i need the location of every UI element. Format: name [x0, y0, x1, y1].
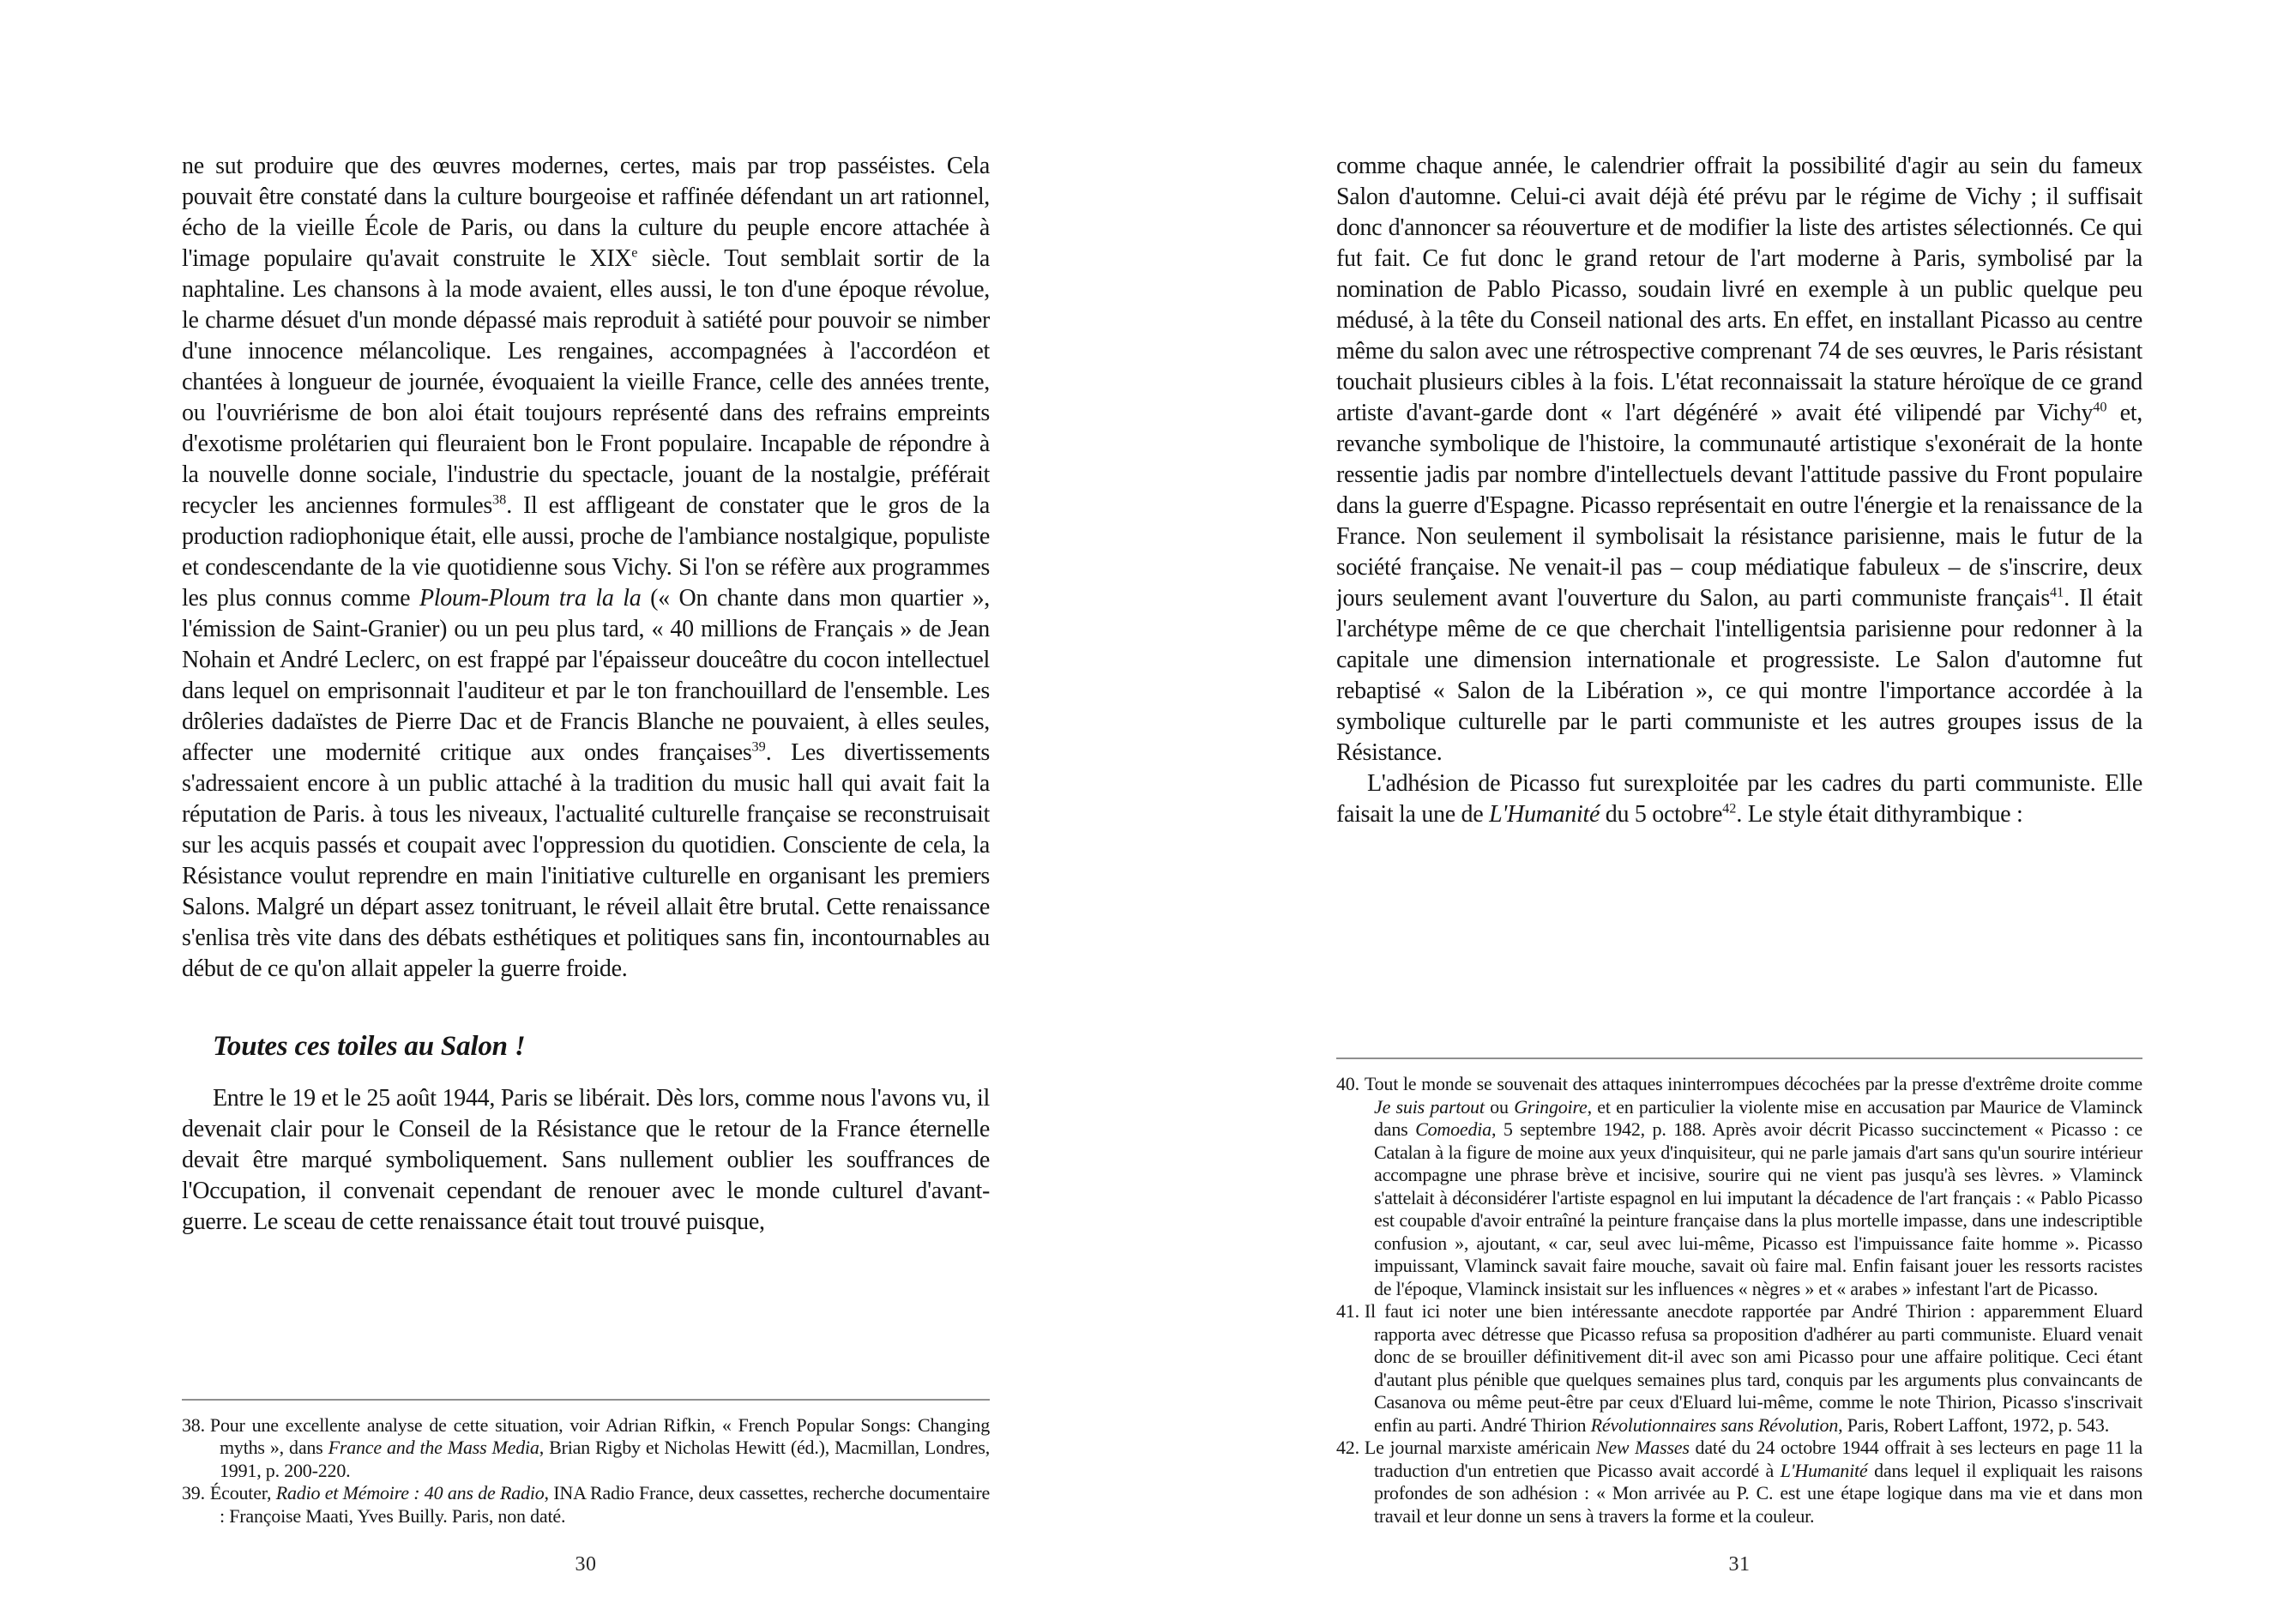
italic-text: France and the Mass Media: [328, 1437, 539, 1458]
footnote: [182, 1482, 990, 1528]
page-left-footnotes: [182, 1399, 990, 1528]
paragraph: [182, 1083, 990, 1238]
footnote: [1336, 1437, 2142, 1528]
text-run: ne sut produire que des œuvres modernes, certes, mais par trop passéistes. Cela pouvait être constaté dans la culture bourgeoise et raffinée défendant un art rationnel, écho de la vieille École de Paris, ou dans la culture du peuple encore attachée à l'image populaire qu'avait construite le XIX: [182, 153, 990, 272]
italic-text: Radio et Mémoire : 40 ans de Radio: [275, 1482, 545, 1503]
superscript-footnote-ref: 38: [492, 491, 507, 508]
italic-text: Gringoire: [1514, 1095, 1588, 1118]
text-run: , et en particulier la violente mise en accusation par Maurice de Vlaminck dans: [1374, 1095, 2142, 1140]
text-run: . Le style était dithyrambique :: [1736, 801, 2023, 828]
page-left-body: [182, 151, 990, 1238]
section-heading: Toutes ces toiles au Salon !: [213, 1031, 526, 1062]
text-run: Écouter,: [209, 1482, 276, 1503]
footnote-number: 39.: [182, 1482, 205, 1503]
text-run: siècle. Tout semblait sortir de la naphtaline. Les chansons à la mode avaient, elles aussi, le ton d'une époque révolue, le charme désuet d'un monde dépassé mais reproduit à satiété pour pouvoir se nimber d'une innocence mélancolique. Les rengaines, accompagnées à l'accordéon et chantées à longueur de journée, évoquaient la vieille France, celle des années trente, ou l'ouvriérisme de bon aloi était toujours représenté dans des refrains empreints d'exotisme prolétarien qui fleuraient bon le Front populaire. Incapable de répondre à la nouvelle donne sociale, l'industrie du spectacle, jouant de la nostalgie, préférait recycler les anciennes formules: [182, 245, 990, 519]
text-run: , Brian Rigby et Nicholas Hewitt (éd.), Macmillan, Londres, 1991, p. 200-220.: [220, 1437, 990, 1481]
italic-text: L'Humanité: [1780, 1459, 1868, 1481]
footnote-number: 40.: [1336, 1073, 1359, 1094]
paragraph: [1336, 768, 2142, 830]
italic-text: New Masses: [1595, 1437, 1690, 1458]
text-run: . Les divertissements s'adressaient encore à un public attaché à la tradition du music hall qui avait fait la réputation de Paris. à tous les niveaux, l'actualité culturelle française se reconstruisait sur les acquis passés et coupait avec l'oppression du quotidien. Consciente de cela, la Résistance voulut reprendre en main l'initiative culturelle en organisant les premiers Salons. Malgré un départ assez tonitruant, le réveil allait être brutal. Cette renaissance s'enlisa très vite dans des débats esthétiques et politiques sans fin, incontournables au début de ce qu'on allait appeler la guerre froide.: [182, 739, 990, 982]
italic-text: Ploum-Ploum tra la la: [419, 585, 642, 612]
footnote-number: 42.: [1336, 1437, 1359, 1458]
paragraph: [1336, 151, 2142, 768]
text-run: (« On chante dans mon quartier », l'émission de Saint-Granier) ou un peu plus tard, « 40 millions de Français » de Jean Nohain et André Leclerc, on est frappé par l'épaisseur douceâtre du cocon intellectuel dans lequel on emprisonnait l'auditeur et par le ton franchouillard de l'ensemble. Les drôleries dadaïstes de Pierre Dac et de Francis Blanche ne pouvaient, à elles seules, affecter une modernité critique aux ondes françaises: [182, 585, 990, 766]
page-number: 30: [575, 1553, 597, 1576]
text-run: , Paris, Robert Laffont, 1972, p. 543.: [1838, 1413, 2110, 1436]
page-right-body: [1336, 151, 2142, 830]
footnote-number: 38.: [182, 1413, 205, 1436]
text-run: . Il est affligeant de constater que le gros de la production radiophonique était, elle aussi, proche de l'ambiance nostalgique, populiste et condescendante de la vie quotidienne sous Vichy. Si l'on se réfère aux programmes les plus connus comme: [182, 492, 990, 612]
italic-text: Révolutionnaires sans Révolution: [1590, 1413, 1839, 1436]
footnote: [1336, 1073, 2142, 1300]
italic-text: Comoedia: [1415, 1118, 1491, 1140]
page-left: [182, 0, 990, 1621]
text-run: Tout le monde se souvenait des attaques ininterrompues décochées par la presse d'extrême droite comme: [1364, 1073, 2142, 1094]
page-right-footnotes: [1336, 1058, 2142, 1528]
text-run: et, revanche symbolique de l'histoire, la communauté artistique s'exonérait de la honte ressentie jadis par nombre d'intellectuels devant l'attitude passive du Front populaire dans la guerre d'Espagne. Picasso représentait en outre l'énergie et la renaissance de la France. Non seulement il symbolisait la résistance parisienne, mais le futur de la société française. Ne venait-il pas – coup médiatique fabuleux – de s'inscrire, deux jours seulement avant l'ouverture du Salon, au parti communiste français: [1336, 400, 2142, 612]
superscript-footnote-ref: 40: [2093, 399, 2107, 415]
text-run: L'adhésion de Picasso fut surexploitée par les cadres du parti communiste. Elle faisait la une de: [1336, 770, 2142, 828]
text-run: . Il était l'archétype même de ce que cherchait l'intelligentsia parisienne pour redonner à la capitale une dimension internationale et progressiste. Le Salon d'automne fut rebaptisé « Salon de la Libération », ce qui montre l'importance accordée à la symbolique culturelle par le parti communiste et les autres groupes issus de la Résistance.: [1336, 585, 2142, 766]
text-run: Le journal marxiste américain: [1364, 1437, 1596, 1458]
text-run: comme chaque année, le calendrier offrait la possibilité d'agir au sein du fameux Salon d'automne. Celui-ci avait déjà été prévu par le régime de Vichy ; il suffisait donc d'annoncer sa réouverture et de modifier la liste des artistes sélectionnés. Ce qui fut fait. Ce fut donc le grand retour de l'art moderne à Paris, symbolisé par la nomination de Pablo Picasso, soudain livré en exemple à un public quelque peu médusé, à la tête du Conseil national des arts. En effet, en installant Picasso au centre même du salon avec une rétrospective comprenant 74 de ses œuvres, le Paris résistant touchait plusieurs cibles à la fois. L'état reconnaissait la stature héroïque de ce grand artiste d'avant-garde dont « l'art dégénéré » avait été vilipendé par Vichy: [1336, 153, 2142, 426]
italic-text: Je suis partout: [1374, 1095, 1485, 1118]
text-run: Pour une excellente analyse de cette situation, voir Adrian Rifkin, « French Popular Songs: Changing myths », dans: [209, 1413, 990, 1458]
text-run: , 5 septembre 1942, p. 188. Après avoir décrit Picasso succinctement « Picasso : ce Catalan à la figure de moine aux yeux d'inquisiteur, qui ne parle jamais d'art sans qu'un sourire intérieur accompagne une phrase brève et incisive, sourire qui ne vient pas jusqu'à ses lèvres. » Vlaminck s'attelait à déconsidérer l'artiste espagnol en lui imputant la décadence de l'art français : « Pablo Picasso est coupable d'avoir entraîné la peinture française dans la plus mortelle impasse, dans une indescriptible confusion », ajoutant, « car, seul avec lui-même, Picasso est l'impuissance faite homme ». Picasso impuissant, Vlaminck savait faire mouche, savait où faire mal. Enfin faisant jouer les ressorts racistes de l'époque, Vlaminck insistait sur les influences « nègres » et « arabes » infestant l'art de Picasso.: [1374, 1118, 2142, 1299]
text-run: dans lequel il expliquait les raisons profondes de son adhésion : « Mon arrivée au P. C. est une étape logique dans ma vie et dans mon travail et leur donne un sens à travers la forme et la couleur.: [1374, 1459, 2142, 1527]
footnote-number: 41.: [1336, 1300, 1359, 1322]
page-right: [1336, 0, 2142, 1621]
text-run: , INA Radio France, deux cassettes, recherche documentaire : Françoise Maati, Yves Builly. Paris, non daté.: [220, 1482, 990, 1527]
superscript-footnote-ref: 42: [1722, 800, 1737, 817]
superscript-footnote-ref: 41: [2049, 584, 2064, 600]
text-run: Entre le 19 et le 25 août 1944, Paris se libérait. Dès lors, comme nous l'avons vu, il devenait clair pour le Conseil de la Résistance que le retour de la France éternelle devait être marqué symboliquement. Sans nullement oublier les souffrances de l'Occupation, il convenait cependant de renouer avec le monde culturel d'avant-guerre. Le sceau de cette renaissance était tout trouvé puisque,: [182, 1085, 990, 1235]
text-run: Il faut ici noter une bien intéressante anecdote rapportée par André Thirion : apparemment Eluard rapporta avec détresse que Picasso refusa sa proposition d'adhérer au parti communiste. Eluard venait donc de se brouiller définitivement dit-il avec son ami Picasso pour une affaire politique. Ceci étant d'autant plus pénible que quelques semaines plus tard, conquis par les arguments plus convaincants de Casanova ou même peut-être par ceux d'Eluard lui-même, comme le note Thirion, Picasso s'inscrivait enfin au parti. André Thirion: [1364, 1300, 2142, 1436]
page-number: 31: [1728, 1553, 1751, 1576]
superscript-footnote-ref: e: [631, 244, 638, 261]
italic-text: L'Humanité: [1489, 801, 1600, 828]
footnote: [182, 1414, 990, 1483]
superscript-footnote-ref: 39: [751, 738, 766, 755]
paragraph: [182, 151, 990, 985]
text-run: daté du 24 octobre 1944 offrait à ses lecteurs en page 11 la traduction d'un entretien que Picasso avait accordé à: [1374, 1437, 2142, 1481]
footnote: [1336, 1300, 2142, 1437]
text-run: du 5 octobre: [1600, 801, 1723, 828]
text-run: ou: [1484, 1095, 1515, 1118]
